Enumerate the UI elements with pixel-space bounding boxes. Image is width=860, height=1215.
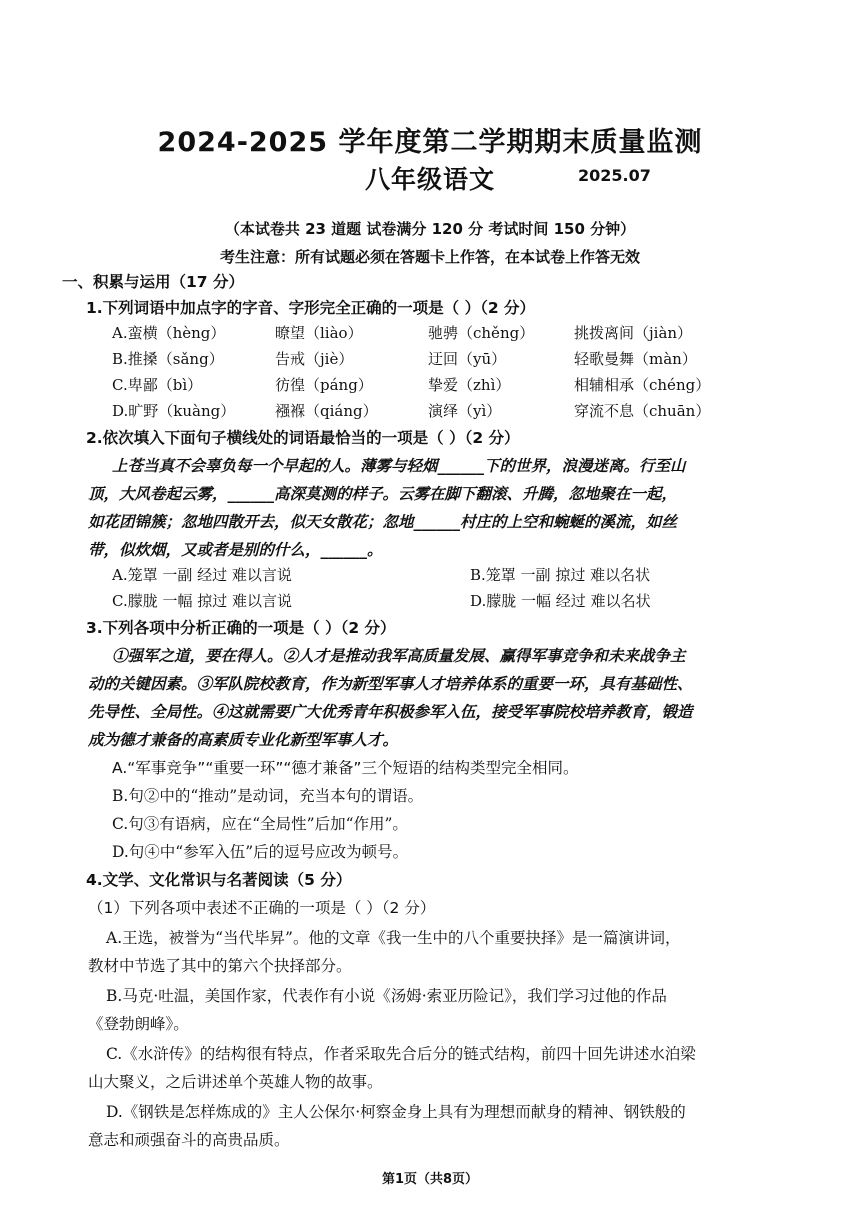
q4-option-line: D.《钢铁是怎样炼成的》主人公保尔·柯察金身上具有为理想而献身的精神、钢铁般的	[106, 1103, 686, 1121]
q2-stem: 2.依次填入下面句子横线处的词语最恰当的一项是（ ）（2 分）	[86, 429, 520, 447]
q1-d-4: 穿流不息（chuān）	[574, 402, 711, 420]
q3-stem: 3.下列各项中分析正确的一项是（ ）（2 分）	[86, 619, 396, 637]
exam-info: （本试卷共 23 道题 试卷满分 120 分 考试时间 150 分钟）	[224, 220, 636, 238]
q4-option-line: 意志和顽强奋斗的高贵品质。	[88, 1131, 290, 1149]
q4-sub1-stem: （1）下列各项中表述不正确的一项是（ ）（2 分）	[88, 899, 436, 917]
q2-passage-line: 上苍当真不会辜负每一个早起的人。薄雾与轻烟______下的世界，浪漫迷离。行至山	[112, 456, 686, 475]
q1-d-3: 演绎（yì）	[428, 402, 502, 420]
q4-option-line: 教材中节选了其中的第六个抉择部分。	[88, 957, 352, 975]
q1-b-4: 轻歌曼舞（màn）	[574, 350, 697, 368]
q3-option-a: A.“军事竞争”“重要一环”“德才兼备”三个短语的结构类型完全相同。	[112, 759, 579, 777]
q4-option-line: 《登勃朗峰》。	[88, 1015, 189, 1033]
q2-passage-line: 如花团锦簇；忽地四散开去，似天女散花；忽地______村庄的上空和蜿蜒的溪流，如丝	[88, 512, 678, 531]
exam-date: 2025.07	[578, 166, 651, 185]
q1-d-2: 襁褓（qiáng）	[275, 402, 378, 420]
q1-a-1: A.蛮横（hèng）	[112, 324, 226, 342]
q3-passage-line: 动的关键因素。③军队院校教育，作为新型军事人才培养体系的重要一环，具有基础性、	[88, 674, 693, 693]
q3-passage-line: ①强军之道，要在得人。②人才是推动我军高质量发展、赢得军事竞争和未来战争主	[112, 646, 686, 665]
q1-a-3: 驰骋（chěng）	[428, 324, 535, 342]
q1-c-2: 彷徨（páng）	[275, 376, 373, 394]
q3-option-b: B.句②中的“推动”是动词，充当本句的谓语。	[112, 787, 424, 805]
q2-option-c: C.朦胧 一幅 掠过 难以言说	[112, 592, 293, 610]
q4-option-line: C.《水浒传》的结构很有特点，作者采取先合后分的链式结构，前四十回先讲述水泊梁	[106, 1045, 696, 1063]
q1-b-2: 告戒（jiè）	[275, 350, 354, 368]
q2-option-b: B.笼罩 一副 掠过 难以名状	[470, 566, 651, 584]
q4-stem: 4.文学、文化常识与名著阅读（5 分）	[86, 871, 352, 889]
q4-option-line: A.王选，被誉为“当代毕昇”。他的文章《我一生中的八个重要抉择》是一篇演讲词，	[106, 929, 681, 947]
q2-option-a: A.笼罩 一副 经过 难以言说	[112, 566, 292, 584]
q2-passage-line: 带，似炊烟，又或者是别的什么，______。	[88, 540, 383, 559]
q1-a-2: 暸望（liào）	[275, 324, 363, 342]
q1-c-1: C.卑鄙（bì）	[112, 376, 203, 394]
q1-d-1: D.旷野（kuàng）	[112, 402, 236, 420]
exam-title: 2024-2025 学年度第二学期期末质量监测	[157, 127, 703, 158]
exam-notice: 考生注意：所有试题必须在答题卡上作答，在本试卷上作答无效	[219, 248, 640, 266]
q1-a-4: 挑拨离间（jiàn）	[574, 324, 693, 342]
q1-b-3: 迂回（yū）	[428, 350, 507, 368]
q1-b-1: B.推搡（sǎng）	[112, 350, 224, 368]
q1-c-4: 相辅相承（chéng）	[574, 376, 711, 394]
q4-option-line: 山大聚义，之后讲述单个英雄人物的故事。	[88, 1073, 383, 1091]
q3-passage-line: 先导性、全局性。④这就需要广大优秀青年积极参军入伍，接受军事院校培养教育，锻造	[88, 702, 693, 721]
q3-passage-line: 成为德才兼备的高素质专业化新型军事人才。	[88, 730, 399, 749]
exam-subtitle: 八年级语文	[364, 165, 495, 194]
q1-stem: 1.下列词语中加点字的字音、字形完全正确的一项是（ ）（2 分）	[86, 299, 536, 317]
q2-option-d: D.朦胧 一幅 经过 难以名状	[470, 592, 651, 610]
q4-option-line: B.马克·吐温，美国作家，代表作有小说《汤姆·索亚历险记》，我们学习过他的作品	[106, 987, 667, 1005]
q2-passage-line: 顶，大风卷起云雾，______高深莫测的样子。云雾在脚下翻滚、升腾，忽地聚在一起，	[88, 484, 678, 503]
page-number: 第1页（共8页）	[381, 1172, 479, 1187]
q3-option-d: D.句④中“参军入伍”后的逗号应改为顿号。	[112, 843, 409, 861]
q3-option-c: C.句③有语病，应在“全局性”后加“作用”。	[112, 815, 408, 833]
section-heading: 一、积累与运用（17 分）	[62, 273, 244, 291]
q1-c-3: 挚爱（zhì）	[428, 376, 511, 394]
